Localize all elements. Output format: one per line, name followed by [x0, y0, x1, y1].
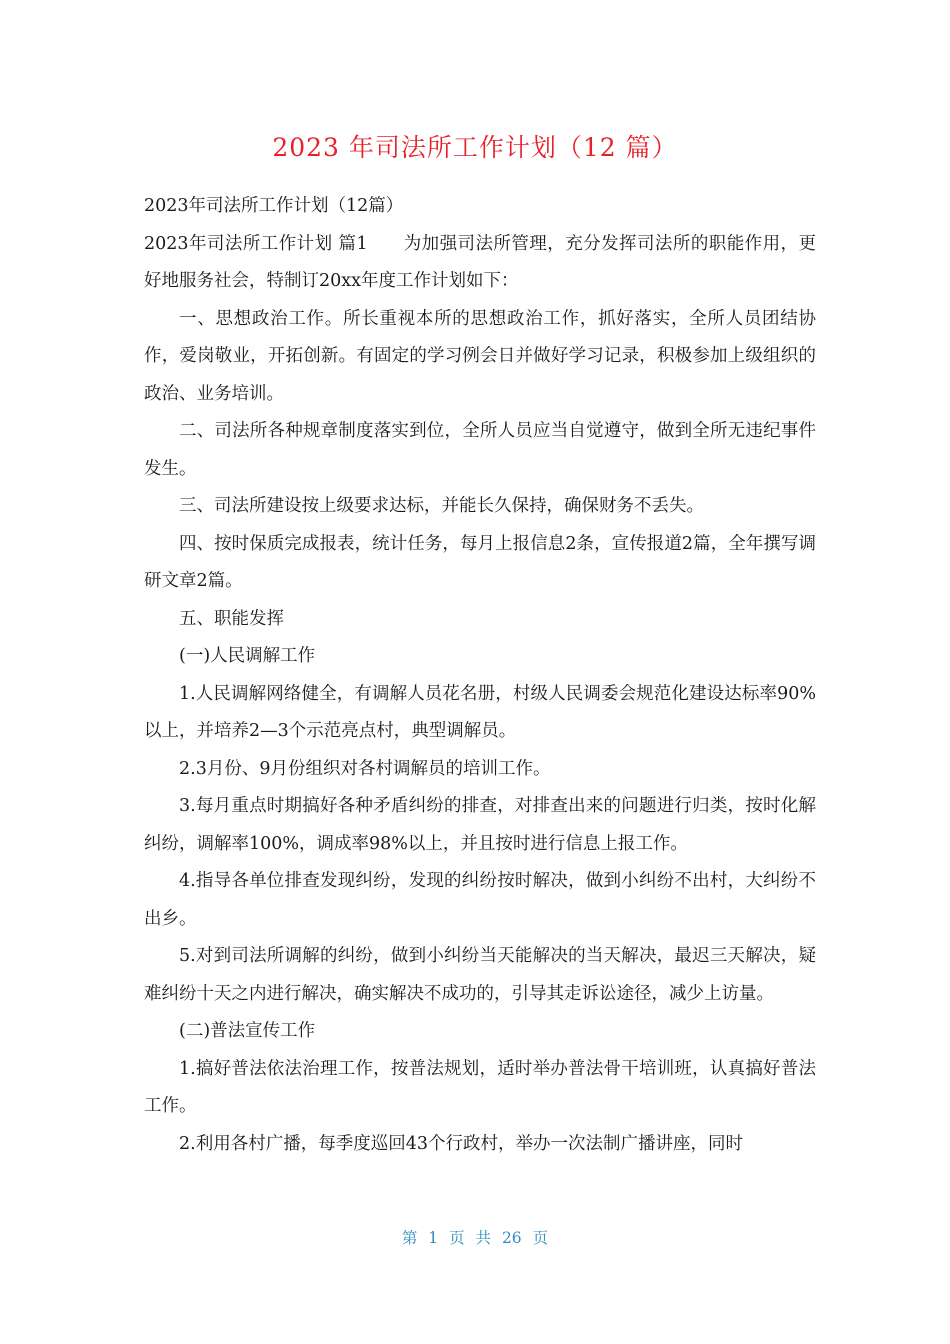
body-paragraph: (一)人民调解工作: [179, 646, 316, 666]
body-paragraph: 四、按时保质完成报表，统计任务，每月上报信息2条，宣传报道2篇，全年撰写调研文章2篇。: [144, 533, 816, 591]
body-paragraph: 二、司法所各种规章制度落实到位，全所人员应当自觉遵守，做到全所无违纪事件发生。: [144, 421, 816, 479]
body-paragraph: (二)普法宣传工作: [179, 1021, 316, 1041]
document-title: 2023 年司法所工作计划（12 篇）: [272, 133, 678, 162]
body-paragraph: 4.指导各单位排查发现纠纷，发现的纠纷按时解决，做到小纠纷不出村，大纠纷不出乡。: [144, 871, 816, 929]
body-paragraph: 一、思想政治工作。所长重视本所的思想政治工作，抓好落实，全所人员团结协作，爱岗敬业，开拓创新。有固定的学习例会日并做好学习记录，积极参加上级组织的政治、业务培训。: [144, 308, 816, 404]
page-footer: 第 1 页 共 26 页: [401, 1229, 549, 1247]
document-body: [144, 188, 816, 1163]
body-paragraph: 2.3月份、9月份组织对各村调解员的培训工作。: [179, 758, 551, 779]
body-paragraph: 1.人民调解网络健全，有调解人员花名册，村级人民调委会规范化建设达标率90%以上，并培养2—3个示范亮点村，典型调解员。: [144, 683, 816, 741]
body-paragraph: 2.利用各村广播，每季度巡回43个行政村，举办一次法制广播讲座，同时: [179, 1133, 743, 1154]
body-paragraph: 三、司法所建设按上级要求达标，并能长久保持，确保财务不丢失。: [179, 496, 704, 516]
body-paragraph: 3.每月重点时期搞好各种矛盾纠纷的排查，对排查出来的问题进行归类，按时化解纠纷，调解率100%，调成率98%以上，并且按时进行信息上报工作。: [144, 796, 816, 854]
body-paragraph: 五、职能发挥: [179, 608, 284, 629]
body-paragraph: 5.对到司法所调解的纠纷，做到小纠纷当天能解决的当天解决，最迟三天解决，疑难纠纷十天之内进行解决，确实解决不成功的，引导其走诉讼途径，减少上访量。: [144, 946, 816, 1004]
body-paragraph: 1.搞好普法依法治理工作，按普法规划，适时举办普法骨干培训班，认真搞好普法工作。: [144, 1058, 816, 1116]
body-paragraph: 2023年司法所工作计划 篇1 为加强司法所管理，充分发挥司法所的职能作用，更好地服务社会，特制订20xx年度工作计划如下：: [144, 233, 816, 291]
body-paragraph: 2023年司法所工作计划（12篇）: [144, 196, 404, 216]
